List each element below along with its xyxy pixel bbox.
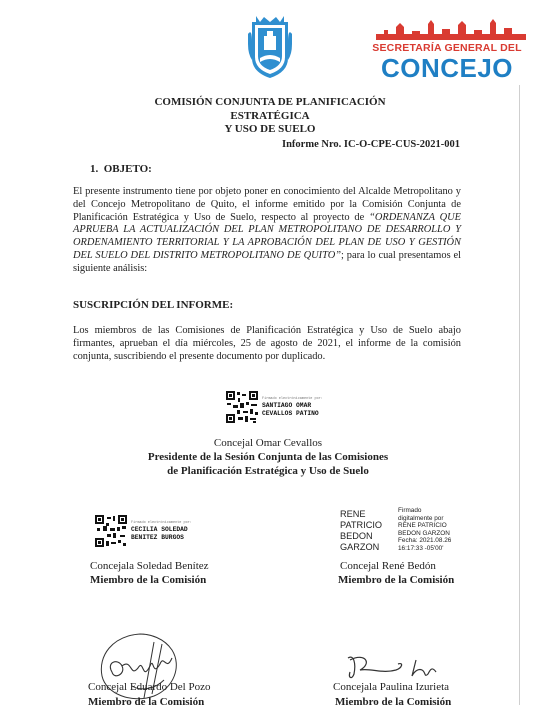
bedon-sig-name-line: BEDON <box>340 531 373 541</box>
bedon-sig-meta-line: BEDON GARZON <box>398 529 450 537</box>
bedon-role: Miembro de la Comisión <box>338 574 455 586</box>
bedon-name: Concejal René Bedón <box>340 560 436 572</box>
bedon-sig-meta-line: digitalmente por <box>398 514 444 522</box>
president-qr-caption: Firmado electrónicamente por: <box>262 397 323 402</box>
benitez-signer-text <box>131 521 192 541</box>
objeto-text-end: ; para lo cual presentamos el siguiente análisis: <box>73 249 461 274</box>
president-signer-line2: CEVALLOS PATINO <box>262 409 319 417</box>
bedon-digital-signature-meta <box>398 507 451 553</box>
commission-title <box>120 96 420 137</box>
section-objeto-paragraph <box>73 186 461 276</box>
delpozo-name: Concejal Eduardo Del Pozo <box>88 681 211 693</box>
president-electronic-signature <box>225 390 323 424</box>
benitez-name: Concejala Soledad Benítez <box>90 560 209 572</box>
president-name: Concejal Omar Cevallos <box>213 437 323 449</box>
izurieta-name: Concejala Paulina Izurieta <box>333 681 450 693</box>
benitez-signer-line2: BENITEZ BURGOS <box>131 533 184 541</box>
delpozo-role: Miembro de la Comisión <box>88 696 205 708</box>
commission-title-line2: Y USO DE SUELO <box>224 123 316 135</box>
commission-title-line1: COMISIÓN CONJUNTA DE PLANIFICACIÓN ESTRATÉGICA <box>154 96 386 122</box>
president-role-line1: Presidente de la Sesión Conjunta de las Comisiones <box>147 451 389 463</box>
bedon-digital-signature-name <box>340 509 382 553</box>
izurieta-role: Miembro de la Comisión <box>335 696 452 708</box>
bedon-sig-name-line: PATRICIO <box>340 520 383 530</box>
concejo-logo <box>368 18 526 86</box>
bedon-sig-name-line: RENE <box>340 509 366 519</box>
bedon-sig-meta-line: Fecha: 2021.08.26 <box>398 537 452 545</box>
secretaria-label: SECRETARÍA GENERAL DEL <box>372 42 522 54</box>
president-role-line2: de Planificación Estratégica y Uso de Suelo <box>167 465 369 477</box>
benitez-signer-line1: CECILIA SOLEDAD <box>131 526 188 534</box>
benitez-role: Miembro de la Comisión <box>90 574 207 586</box>
president-signer-line1: SANTIAGO OMAR <box>262 402 312 410</box>
benitez-qr-caption: Firmado electrónicamente por: <box>131 521 192 526</box>
qr-code-icon <box>225 390 259 424</box>
bedon-sig-meta-line: Firmado <box>398 507 422 514</box>
bedon-sig-name-line: GARZON <box>340 542 380 552</box>
page-edge-line <box>519 85 520 705</box>
skyline-icon <box>376 18 526 40</box>
president-signer-text <box>262 397 323 417</box>
report-number: Informe Nro. IC-O-CPE-CUS-2021-001 <box>282 139 460 150</box>
section-objeto-heading: 1. OBJETO: <box>90 163 152 175</box>
concejo-label: CONCEJO <box>380 53 514 83</box>
objeto-text-start: El presente instrumento tiene por objeto poner en conocimiento del Alcalde Metropolitano y del Concejo Metropolitano de Quito, el informe emitido por la Comisión Conjunta de Planificación Estratégica y Uso de Suelo, respecto al proyecto de <box>73 186 461 223</box>
benitez-electronic-signature <box>94 514 192 548</box>
qr-code-icon <box>94 514 128 548</box>
bedon-sig-meta-line: 16:17:33 -05'00' <box>398 544 444 552</box>
quito-coat-of-arms-icon <box>246 14 294 80</box>
ordinance-title: “ORDENANZA QUE APRUEBA LA ACTUALIZACIÓN DEL PLAN METROPOLITANO DE DESARROLLO Y ORDENAMIENTO TERRITORIAL Y LA APROBACIÓN DEL PLAN DE USO Y GESTIÓN DEL SUELO DEL DISTRITO METROPOLITANO DE QUITO” <box>73 211 461 261</box>
section-suscripcion-paragraph: Los miembros de las Comisiones de Planificación Estratégica y Uso de Suelo abajo firmantes, aprueban el día miércoles, 25 de agosto de 2021, el informe de la comisión conjunta, suscribiendo el presente documento por duplicado. <box>73 325 461 362</box>
section-suscripcion-heading: SUSCRIPCIÓN DEL INFORME: <box>73 299 234 311</box>
bedon-sig-meta-line: RENE PATRICIO <box>398 522 447 530</box>
